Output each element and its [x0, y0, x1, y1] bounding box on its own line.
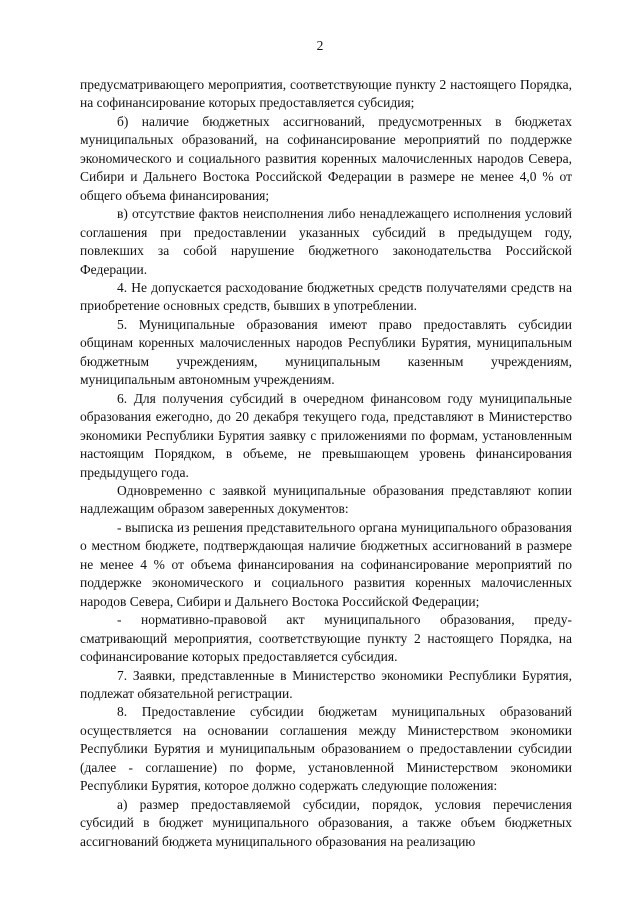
- paragraph-subitem-b: б) наличие бюджетных ассигнований, предусмотренных в бюджетах муниципальных образований, на софинансирование мероприятий по поддержке экономического и социального развития коренных малочисленных народов Севера, Сибири и Дальнего Востока Российской Федерации в размере не менее 4,0 % от общего объема финансирования;: [80, 113, 572, 203]
- paragraph-list-item-extract: - выписка из решения представительного органа муниципального образования о местном бюджете, подтверждающая наличие бюджетных ассигнований в размере не менее 4 % от объема финансирования на софинансирование мероприятий по поддержке экономического и социального развития коренных малочисленных народов Севера, Сибири и Дальнего Востока Российской Федерации;: [80, 519, 572, 609]
- paragraph-subitem-a: а) размер предоставляемой субсидии, порядок, условия перечисления субсидий в бюджет муниципального образования, а также объем бюджетных ассигнований бюджета муниципального образования на реализацию: [80, 796, 572, 849]
- paragraph-item-4: 4. Не допускается расходование бюджетных средств получателями средств на приобретение основных средств, бывших в употреблении.: [80, 279, 572, 314]
- document-body: [80, 76, 572, 851]
- paragraph-subitem-v: в) отсутствие фактов неисполнения либо ненадлежащего исполнения условий соглашения при предоставлении указанных субсидий в предыдущем году, повлекших за собой нарушение бюджетного законодательства Российской Федерации.: [80, 206, 572, 277]
- paragraph-documents-intro: Одновременно с заявкой муниципальные образования представляют копии надлежащим образом заверенных документов:: [80, 482, 572, 517]
- paragraph-item-7: 7. Заявки, представленные в Министерство экономики Республики Бурятия, подлежат обязательной регистрации.: [80, 667, 572, 701]
- paragraph-list-item-legal-act: - нормативно-правовой акт муниципального образования, предусматривающий мероприятия, соответствующие пункту 2 настоящего Порядка, на софинансирование которых предоставляется субсидия.: [80, 612, 572, 665]
- paragraph-item-5: 5. Муниципальные образования имеют право предоставлять субсидии общинам коренных малочисленных народов Республики Бурятия, муниципальным бюджетным учреждениям, муниципальным казенным учреждениям, муниципальным автономным учреждениям.: [80, 316, 572, 388]
- paragraph-item-6: 6. Для получения субсидий в очередном финансовом году муниципальные образования ежегодно, до 20 декабря текущего года, представляют в Министерство экономики Республики Бурятия заявку с приложениями по формам, установленным настоящим Порядком, в объеме, не превышающем уровень финансирования предыдущего года.: [80, 390, 572, 480]
- paragraph-item-8: 8. Предоставление субсидии бюджетам муниципальных образований осуществляется на основании соглашения между Министерством экономики Республики Бурятия и муниципальным образованием о предоставлении субсидии (далее - соглашение) по форме, установленной Министерством экономики Республики Бурятия, которое должно содержать следующие положения:: [80, 704, 572, 794]
- page-number: 2: [316, 38, 324, 53]
- paragraph-continuation: предусматривающего мероприятия, соответствующие пункту 2 настоящего Порядка, на софинансирование которых предоставляется субсидия;: [80, 77, 572, 111]
